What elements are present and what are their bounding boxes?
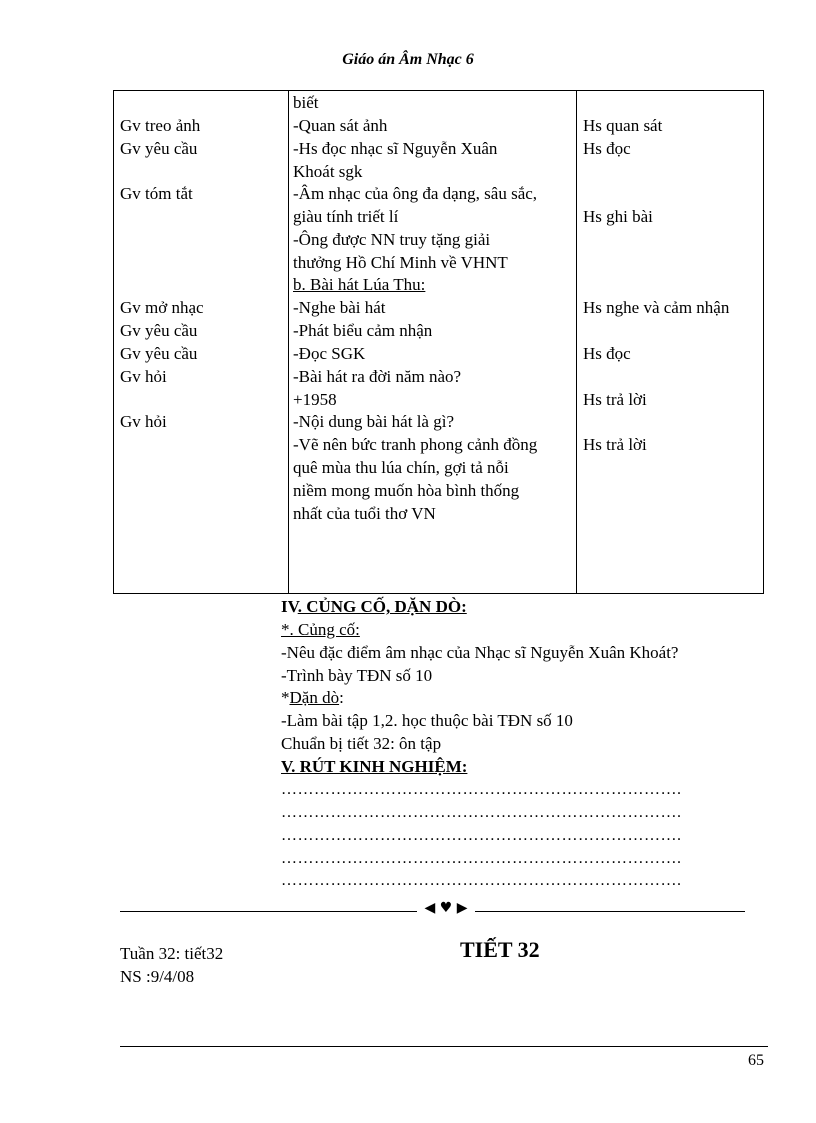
song-subheading: b. Bài hát Lúa Thu: — [293, 275, 426, 294]
col1-row: Gv tóm tắt — [120, 184, 193, 203]
section4-heading: IV. CỦNG CỐ, DẶN DÒ: — [281, 597, 467, 616]
dando-label: *Dặn dò: — [281, 688, 344, 707]
col3-row: Hs đọc — [583, 344, 631, 363]
col2-row: -Nội dung bài hát là gì? — [293, 412, 454, 431]
lesson-title: TIẾT 32 — [460, 937, 540, 962]
col2-row: Khoát sgk — [293, 162, 363, 181]
col1-row: Gv mở nhạc — [120, 298, 204, 317]
dotted-line: ………………………………………………………………. — [281, 850, 682, 867]
col2-row: quê mùa thu lúa chín, gợi tả nỗi — [293, 458, 509, 477]
col3-row: Hs nghe và cảm nhận — [583, 298, 730, 317]
col2-row: +1958 — [293, 390, 337, 409]
col1-row: Gv yêu cầu — [120, 344, 198, 363]
col2-row: -Âm nhạc của ông đa dạng, sâu sắc, — [293, 184, 538, 203]
col1-row: Gv treo ảnh — [120, 116, 201, 135]
date-ns: NS :9/4/08 — [120, 967, 195, 986]
col2-row: -Ông được NN truy tặng giải — [293, 230, 491, 249]
col2-row: -Vẽ nên bức tranh phong cảnh đồng — [293, 435, 538, 454]
col2-row: -Bài hát ra đời năm nào? — [293, 367, 462, 386]
dando-item: Chuẩn bị tiết 32: ôn tập — [281, 734, 442, 753]
col2-row: biết — [293, 93, 319, 112]
col2-row: nhất của tuổi thơ VN — [293, 504, 436, 523]
col2-row: -Nghe bài hát — [293, 298, 386, 317]
col1-row: Gv hỏi — [120, 412, 167, 431]
col2-row: -Hs đọc nhạc sĩ Nguyễn Xuân — [293, 139, 498, 158]
col1-row: Gv yêu cầu — [120, 139, 198, 158]
col3-row: Hs ghi bài — [583, 207, 653, 226]
section5-heading: V. RÚT KINH NGHIỆM: — [281, 757, 468, 776]
heart-ornament-icon: ◀ ♥ ▶ — [424, 900, 468, 916]
col2-row: thưởng Hồ Chí Minh về VHNT — [293, 253, 508, 272]
dotted-line: ………………………………………………………………. — [281, 804, 682, 821]
col3-row: Hs đọc — [583, 139, 631, 158]
cungco-item: -Trình bày TĐN số 10 — [281, 666, 433, 685]
dotted-line: ………………………………………………………………. — [281, 827, 682, 844]
col2-row: -Quan sát ảnh — [293, 116, 388, 135]
col3-row: Hs trả lời — [583, 435, 647, 454]
page-header-title: Giáo án Âm Nhạc 6 — [342, 51, 474, 68]
cungco-item: -Nêu đặc điểm âm nhạc của Nhạc sĩ Nguyễn Xuân Khoát? — [281, 643, 679, 662]
dando-item: -Làm bài tập 1,2. học thuộc bài TĐN số 10 — [281, 711, 573, 730]
col1-row: Gv yêu cầu — [120, 321, 198, 340]
col2-row: -Đọc SGK — [293, 344, 366, 363]
footer-rule — [120, 1046, 768, 1047]
page-number: 65 — [748, 1052, 764, 1069]
dotted-line: ………………………………………………………………. — [281, 781, 682, 798]
week-lesson: Tuần 32: tiết32 — [120, 944, 224, 963]
col2-row: niềm mong muốn hòa bình thống — [293, 481, 520, 500]
col2-row: giàu tính triết lí — [293, 207, 399, 226]
cungco-label: *. Củng cố: — [281, 620, 360, 639]
dotted-line: ………………………………………………………………. — [281, 872, 682, 889]
col2-row: -Phát biểu cảm nhận — [293, 321, 433, 340]
col1-row: Gv hỏi — [120, 367, 167, 386]
col3-row: Hs trả lời — [583, 390, 647, 409]
col3-row: Hs quan sát — [583, 116, 663, 135]
